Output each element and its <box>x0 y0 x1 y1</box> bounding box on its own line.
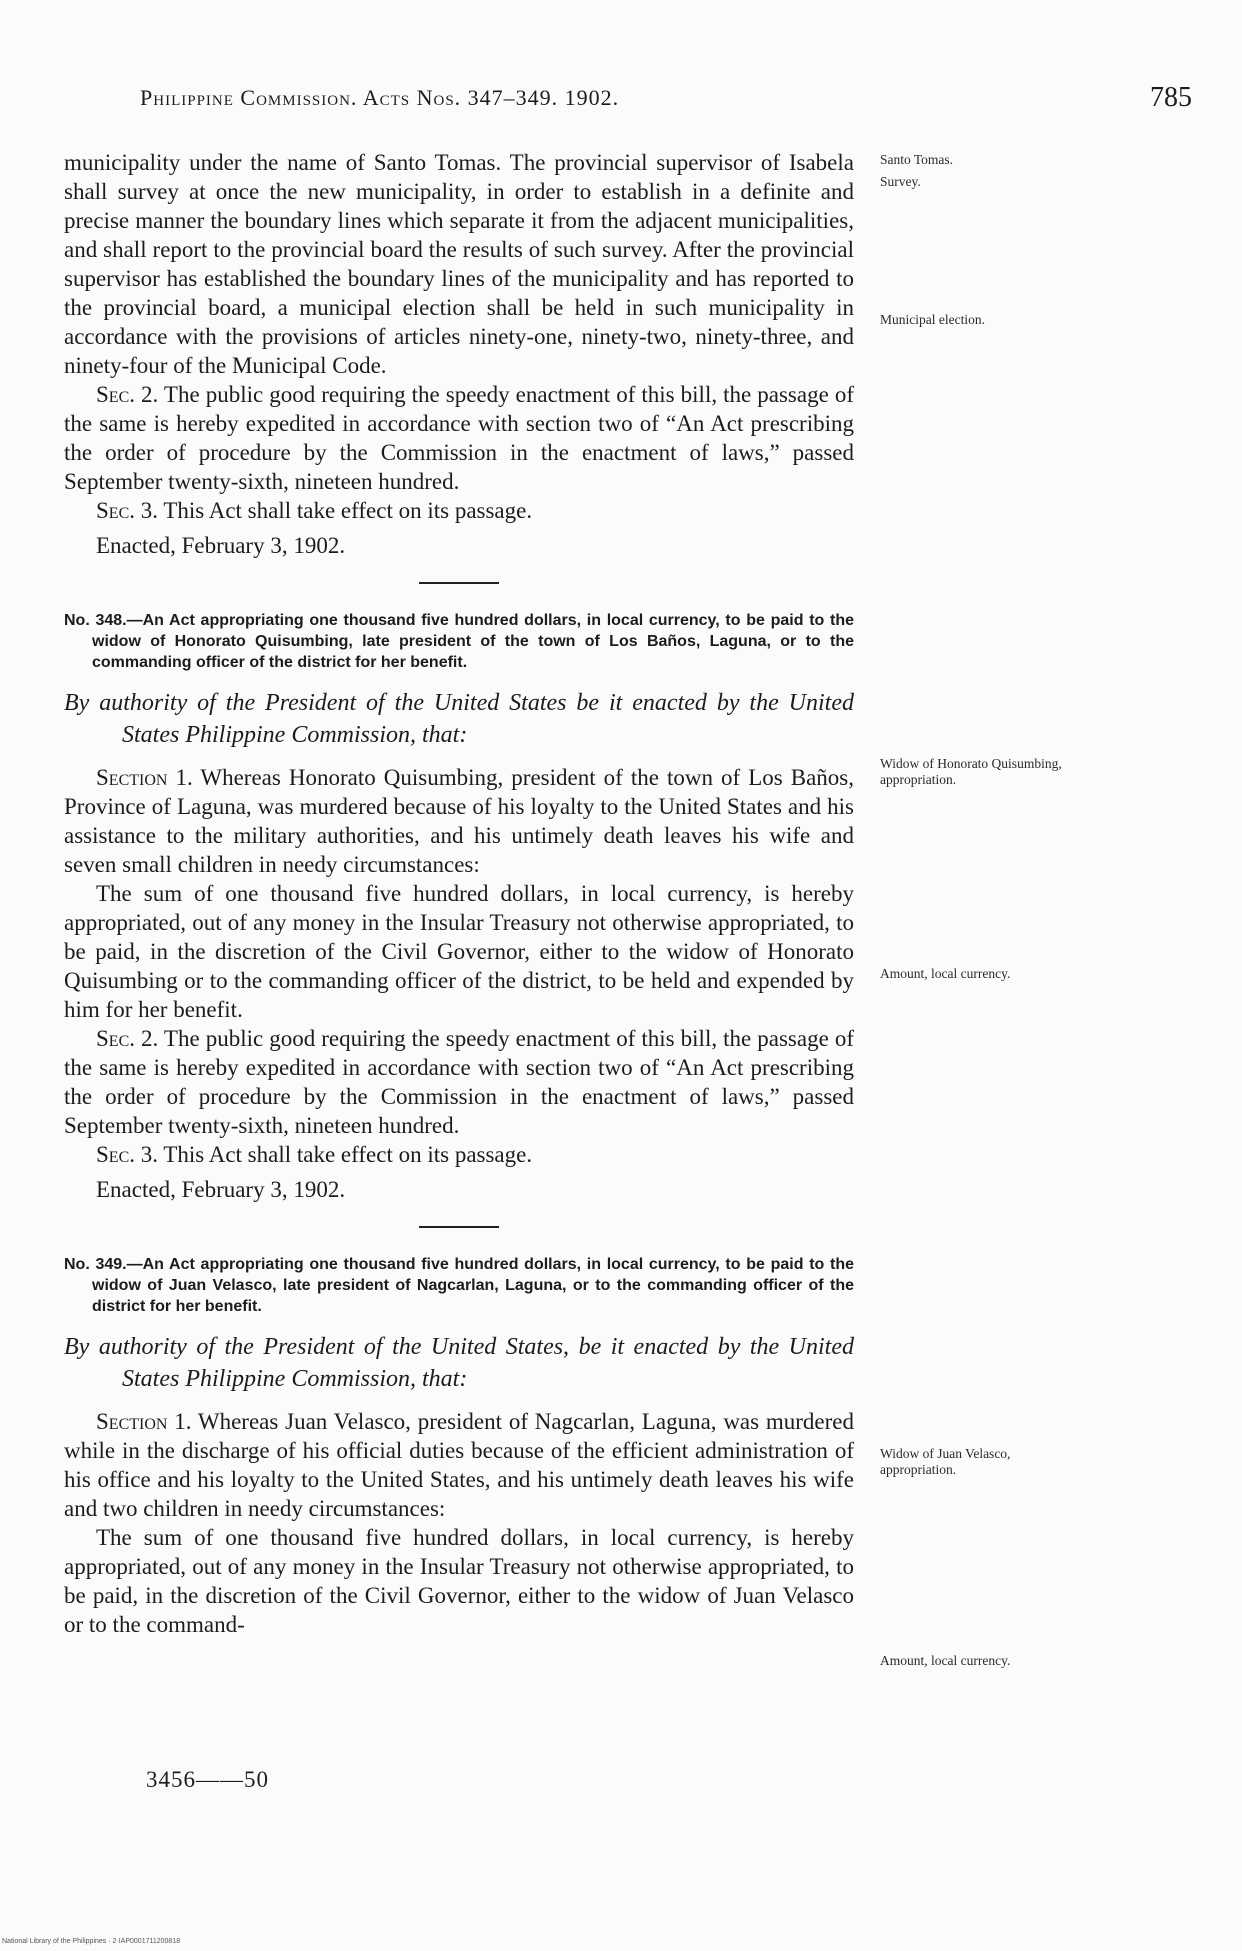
section-text: The public good requiring the speedy enactment of this bill, the passage of the same is hereby expedited in accordance with section two of “An Act prescribing the order of procedure by the Commission in the enactment of laws,” passed September twenty-sixth, nineteen hundred. <box>64 382 854 494</box>
section-label: Sec. 3. <box>96 498 158 523</box>
scan-credit: National Library of the Philippines · 2·IAP0001711200818 <box>2 1938 181 1945</box>
section-text: Whereas Juan Velasco, president of Nagcarlan, Laguna, was murdered while in the discharge of his official duties because of the efficient administration of his office and his loyalty to the United States, and his untimely death leaves his wife and two children in needy circumstances: <box>64 1409 855 1521</box>
margin-note-widow-quisumbing: Widow of Honorato Quisumbing, appropriation. <box>880 756 1062 787</box>
section-label: Sec. 3. <box>96 1142 158 1167</box>
margin-note-santo-tomas: Santo Tomas. <box>880 152 954 167</box>
section-label: Sec. 2. <box>96 1026 159 1051</box>
act-349-authority: By authority of the President of the United States, be it enacted by the United States Philippine Commission, that: <box>64 1334 854 1392</box>
continued-paragraph: municipality under the name of Santo Tomas. The provincial supervisor of Isabela shall survey at once the new municipality, in order to establish in a definite and precise manner the boundary lines which separate it from the adjacent municipalities, and shall report to the provincial board the results of such survey. After the provincial supervisor has established the boundary lines of the municipality and has reported to the provincial board, a municipal election shall be held in such municipality in accordance with the provisions of articles ninety-one, ninety-two, ninety-three, and ninety-four of the Municipal Code. <box>64 150 854 378</box>
enacted-date: Enacted, February 3, 1902. <box>96 533 346 558</box>
margin-note-survey: Survey. <box>880 174 921 189</box>
signature-mark: 3456——50 <box>146 1767 269 1792</box>
section-text: Whereas Honorato Quisumbing, president of the town of Los Baños, Province of Laguna, was murdered because of his loyalty to the United States and his assistance to the military authorities, and his untimely death leaves his wife and seven small children in needy circumstances: <box>64 765 854 877</box>
margin-note-amount: Amount, local currency. <box>880 966 1011 981</box>
section-label: Sec. 2. <box>96 382 159 407</box>
act-349-heading: No. 349.—An Act appropriating one thousand five hundred dollars, in local currency, to be paid to the widow of Juan Velasco, late president of Nagcarlan, Laguna, or to the commanding officer of the district for her benefit. <box>64 1256 854 1315</box>
enacted-date: Enacted, February 3, 1902. <box>96 1177 346 1202</box>
section-label: Section 1. <box>96 1409 192 1434</box>
body-column <box>64 148 854 1639</box>
running-head: Philippine Commission. Acts Nos. 347–349. 1902. <box>140 85 620 110</box>
section-text: This Act shall take effect on its passage. <box>163 498 533 523</box>
act-348-authority: By authority of the President of the United States be it enacted by the United States Philippine Commission, that: <box>64 690 854 748</box>
act-348-sec3 <box>64 1140 854 1169</box>
act-348-sec1 <box>64 763 854 879</box>
continued-sec2 <box>64 380 854 496</box>
section-text: This Act shall take effect on its passage. <box>163 1142 533 1167</box>
act-348-heading: No. 348.—An Act appropriating one thousand five hundred dollars, in local currency, to be paid to the widow of Honorato Quisumbing, late president of the town of Los Baños, Laguna, or to the commanding officer of the district for her benefit. <box>64 612 854 671</box>
margin-note-municipal-election: Municipal election. <box>880 312 985 327</box>
act-348-sum: The sum of one thousand five hundred dollars, in local currency, is hereby appropriated, out of any money in the Insular Treasury not otherwise appropriated, to be paid, in the discretion of the Civil Governor, either to the widow of Honorato Quisumbing or to the commanding officer of the district, to be held and expended by him for her benefit. <box>64 881 854 1022</box>
page-number: 785 <box>1150 82 1192 113</box>
margin-note-amount: Amount, local currency. <box>880 1653 1011 1668</box>
margin-note-widow-velasco: Widow of Juan Velasco, appropriation. <box>880 1446 1011 1477</box>
section-divider <box>419 1226 499 1228</box>
act-349-sec1 <box>64 1407 854 1523</box>
act-349-sum: The sum of one thousand five hundred dollars, in local currency, is hereby appropriated, out of any money in the Insular Treasury not otherwise appropriated, to be paid, in the discretion of the Civil Governor, either to the widow of Juan Velasco or to the command- <box>64 1525 854 1637</box>
continued-sec3 <box>64 496 854 525</box>
section-label: Section 1. <box>96 765 193 790</box>
act-348-sec2 <box>64 1024 854 1140</box>
section-text: The public good requiring the speedy enactment of this bill, the passage of the same is hereby expedited in accordance with section two of “An Act prescribing the order of procedure by the Commission in the enactment of laws,” passed September twenty-sixth, nineteen hundred. <box>64 1026 854 1138</box>
section-divider <box>419 582 499 584</box>
